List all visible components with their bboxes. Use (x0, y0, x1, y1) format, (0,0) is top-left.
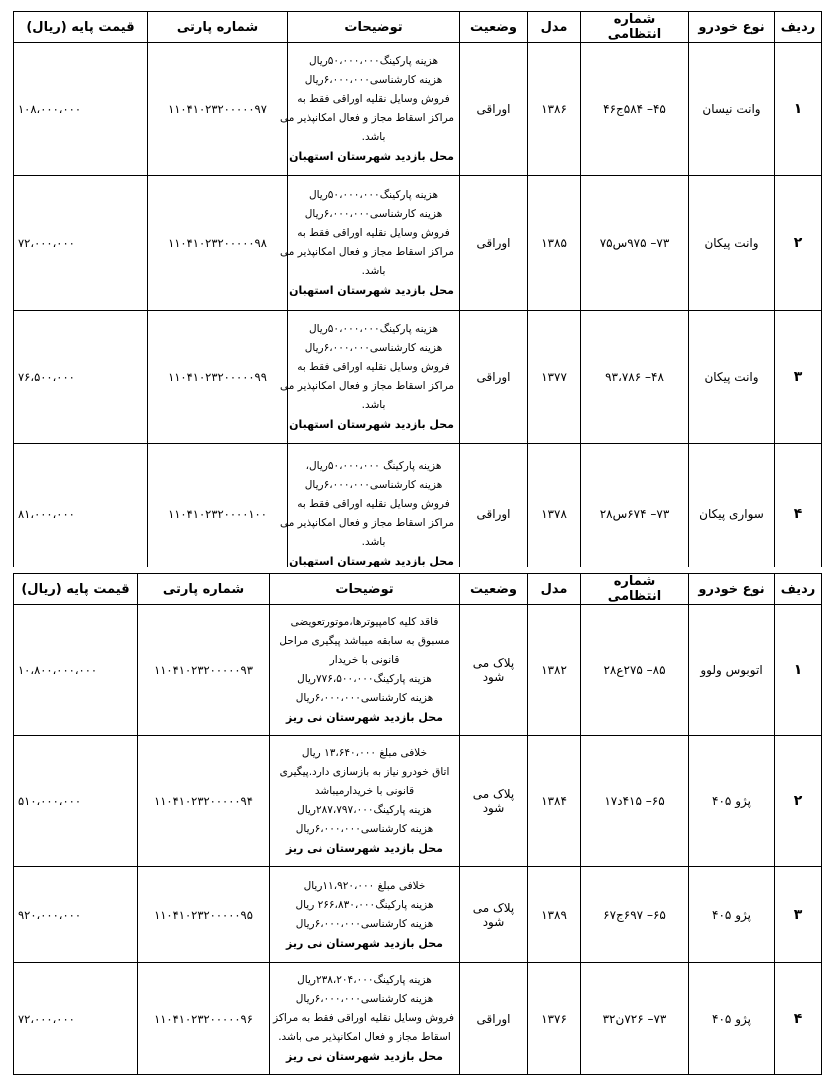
header-base-price: قیمت پایه (ریال) (14, 12, 148, 43)
header-plate: شماره انتظامی (581, 574, 689, 605)
vehicle-type: پژو ۴۰۵ (689, 736, 775, 867)
description-line: فروش وسایل نقلیه اوراقی فقط به مراکز (273, 1012, 454, 1024)
base-price (14, 311, 148, 444)
model-year: ۱۳۸۶ (528, 43, 581, 176)
description (270, 736, 460, 867)
description-line: باشد. (361, 131, 386, 143)
base-price (14, 963, 138, 1075)
description-line: قانونی با خریدارمیباشد (314, 785, 415, 797)
row-number: ۳ (775, 867, 822, 963)
vehicle-type: اتوبوس ولوو (689, 605, 775, 736)
description-line: مراکز اسقاط مجاز و فعال امکانپذیر می (280, 380, 454, 392)
visit-location: محل بازدید شهرستان استهبان (289, 150, 454, 163)
model-year: ۱۳۷۶ (528, 963, 581, 1075)
table-row (14, 736, 822, 867)
description-line: هزینه کارشناسی۶،۰۰۰،۰۰۰ریال (304, 478, 443, 491)
description-line: هزینه پارکینگ۵۰،۰۰۰،۰۰۰ریال (308, 323, 439, 335)
description (280, 444, 460, 568)
header-model: مدل (528, 574, 581, 605)
description-line: هزینه پارکینگ۵۰،۰۰۰،۰۰۰ریال (308, 55, 439, 67)
table-row (14, 311, 822, 444)
base-price-value: ۱۰،۸۰۰،۰۰۰،۰۰۰ (18, 663, 98, 677)
description-line: هزینه کارشناسی۶،۰۰۰،۰۰۰ریال (295, 823, 434, 835)
description-line: هزینه کارشناسی۶،۰۰۰،۰۰۰ریال (304, 74, 443, 86)
description (270, 605, 460, 736)
model-year: ۱۳۷۷ (528, 311, 581, 444)
description-line: قانونی با خریدار (329, 654, 400, 666)
description-line: مراکز اسقاط مجاز و فعال امکانپذیر می (280, 112, 454, 124)
party-number (138, 867, 270, 963)
description (270, 963, 460, 1075)
table-row (14, 176, 822, 311)
visit-location: محل بازدید شهرستان نی ریز (286, 1050, 443, 1063)
description-line: فاقد کلیه کامپیوترها،موتورتعویضی (290, 616, 439, 628)
party-number (148, 176, 288, 311)
table2-header-row (14, 574, 822, 605)
status: اوراقی (460, 43, 528, 176)
header-party-number: شماره پارتی (138, 574, 270, 605)
party-number (138, 963, 270, 1075)
plate-number: ۶۵– ۶۹۷ج۶۷ (581, 867, 689, 963)
status: پلاک می شود (460, 867, 528, 963)
description (280, 176, 460, 311)
description-line: هزینه پارکینگ۲۳۸،۲۰۴،۰۰۰ریال (297, 974, 432, 986)
party-number-value: ۱۱۰۴۱۰۲۳۲۰۰۰۰۰۹۴ (154, 794, 253, 808)
description-line: خلافی مبلغ ۱۱،۹۲۰،۰۰۰ریال (303, 879, 426, 892)
vehicle-type: وانت پیکان (689, 311, 775, 444)
description-line: فروش وسایل نقلیه اوراقی فقط به (297, 227, 450, 239)
table-row (14, 444, 822, 568)
visit-location: محل بازدید شهرستان استهبان (289, 418, 454, 431)
party-number (148, 43, 288, 176)
header-model: مدل (528, 12, 581, 43)
description-line: فروش وسایل نقلیه اوراقی فقط به (297, 497, 450, 510)
table-row (14, 867, 822, 963)
plate-number: ۸۵– ۲۷۵ع۲۸ (581, 605, 689, 736)
description-line: مراکز اسقاط مجاز و فعال امکانپذیر می (280, 516, 454, 529)
vehicle-type: پژو ۴۰۵ (689, 963, 775, 1075)
header-status: وضعیت (460, 574, 528, 605)
status: اوراقی (460, 963, 528, 1075)
model-year: ۱۳۸۹ (528, 867, 581, 963)
row-number: ۱ (775, 605, 822, 736)
description-line: هزینه پارکینگ۲۸۷،۷۹۷،۰۰۰ریال (297, 804, 432, 816)
description-line: هزینه پارکینگ۷۷۶،۵۰۰،۰۰۰ریال (297, 673, 432, 685)
vehicle-type: سواری پیکان (689, 444, 775, 568)
plate-number: ۴۵– ۵۸۴ج۴۶ (581, 43, 689, 176)
party-number (148, 444, 288, 568)
header-row-number: ردیف (775, 574, 822, 605)
base-price-value: ۵۱۰،۰۰۰،۰۰۰ (18, 794, 82, 808)
visit-location: محل بازدید شهرستان استهبان (289, 554, 454, 567)
description-line: اسقاط مجاز و فعال امکانپذیر می باشد. (278, 1031, 451, 1043)
row-number: ۲ (775, 176, 822, 311)
description-line: محل بازدید شهرستان نی ریز (286, 842, 443, 855)
vehicle-type: پژو ۴۰۵ (689, 867, 775, 963)
row-number: ۴ (775, 444, 822, 568)
description (270, 867, 460, 963)
description-line: هزینه پارکینگ۵۰،۰۰۰،۰۰۰ریال (308, 189, 439, 201)
status: اوراقی (460, 311, 528, 444)
base-price-value: ۱۰۸،۰۰۰،۰۰۰ (18, 102, 82, 116)
description-line: مراکز اسقاط مجاز و فعال امکانپذیر می (280, 246, 454, 258)
description-line: هزینه کارشناسی۶،۰۰۰،۰۰۰ریال (304, 342, 443, 354)
vehicles-table-estahban (13, 11, 822, 567)
row-number: ۴ (775, 963, 822, 1075)
description-line: مسبوق به سابقه میباشد پیگیری مراحل (279, 635, 450, 647)
base-price (14, 867, 138, 963)
header-base-price: قیمت پایه (ریال) (14, 574, 138, 605)
plate-number: ۷۳– ۷۲۶ن۳۲ (581, 963, 689, 1075)
header-status: وضعیت (460, 12, 528, 43)
description-line: فروش وسایل نقلیه اوراقی فقط به (297, 93, 450, 105)
party-number (138, 605, 270, 736)
party-number-value: ۱۱۰۴۱۰۲۳۲۰۰۰۰۰۹۶ (154, 1011, 253, 1026)
description (280, 43, 460, 176)
plate-number: ۴۸– ۹۳،۷۸۶ (581, 311, 689, 444)
model-year: ۱۳۸۵ (528, 176, 581, 311)
header-vehicle-type: نوع خودرو (689, 12, 775, 43)
base-price (14, 605, 138, 736)
vehicle-type: وانت نیسان (689, 43, 775, 176)
visit-location: محل بازدید شهرستان استهبان (289, 284, 454, 297)
model-year: ۱۳۸۴ (528, 736, 581, 867)
description-line: باشد. (361, 265, 386, 277)
status: پلاک می شود (460, 605, 528, 736)
row-number: ۱ (775, 43, 822, 176)
description-line: هزینه پارکینگ۲۶۶،۸۳۰،۰۰۰ ریال (295, 898, 434, 911)
party-number-value: ۱۱۰۴۱۰۲۳۲۰۰۰۰۰۹۷ (168, 102, 267, 116)
description-line: هزینه کارشناسی۶،۰۰۰،۰۰۰ریال (295, 917, 434, 930)
plate-number: ۶۵– ۴۱۵د۱۷ (581, 736, 689, 867)
table-row (14, 963, 822, 1075)
plate-number: ۷۳– ۶۷۴س۲۸ (581, 444, 689, 568)
model-year: ۱۳۸۲ (528, 605, 581, 736)
description-line: هزینه کارشناسی۶،۰۰۰،۰۰۰ریال (304, 208, 443, 220)
visit-location: محل بازدید شهرستان نی ریز (286, 936, 443, 950)
model-year: ۱۳۷۸ (528, 444, 581, 568)
row-number: ۲ (775, 736, 822, 867)
table-row (14, 43, 822, 176)
description-line: خلافی مبلغ ۱۳،۶۴۰،۰۰۰ ریال (301, 747, 428, 759)
header-description: توضیحات (270, 574, 460, 605)
party-number-value: ۱۱۰۴۱۰۲۳۲۰۰۰۰۰۹۸ (168, 236, 267, 250)
description-line: باشد. (361, 399, 386, 411)
description (280, 311, 460, 444)
table-row (14, 605, 822, 736)
base-price (14, 43, 148, 176)
base-price (14, 444, 148, 568)
party-number (138, 736, 270, 867)
description-line: اتاق خودرو نیاز به بازسازی دارد.پیگیری (279, 766, 450, 778)
description-line: هزینه پارکینگ ۵۰،۰۰۰،۰۰۰ریال، (305, 459, 442, 472)
party-number-value: ۱۱۰۴۱۰۲۳۲۰۰۰۰۱۰۰ (168, 506, 267, 521)
base-price-value: ۷۶،۵۰۰،۰۰۰ (18, 370, 75, 384)
party-number-value: ۱۱۰۴۱۰۲۳۲۰۰۰۰۰۹۳ (154, 663, 253, 677)
status: پلاک می شود (460, 736, 528, 867)
description-line: هزینه کارشناسی۶،۰۰۰،۰۰۰ریال (295, 692, 434, 704)
header-description: توضیحات (288, 12, 460, 43)
table1-header-row (14, 12, 822, 43)
base-price-value: ۹۲۰،۰۰۰،۰۰۰ (18, 907, 82, 922)
plate-number: ۷۳– ۹۷۵س۷۵ (581, 176, 689, 311)
visit-location: محل بازدید شهرستان نی ریز (286, 711, 443, 724)
header-plate: شماره انتظامی (581, 12, 689, 43)
row-number: ۳ (775, 311, 822, 444)
base-price-value: ۸۱،۰۰۰،۰۰۰ (18, 506, 75, 521)
party-number-value: ۱۱۰۴۱۰۲۳۲۰۰۰۰۰۹۹ (168, 370, 267, 384)
base-price-value: ۷۲،۰۰۰،۰۰۰ (18, 1011, 75, 1026)
party-number-value: ۱۱۰۴۱۰۲۳۲۰۰۰۰۰۹۵ (154, 907, 253, 922)
description-line: هزینه کارشناسی۶،۰۰۰،۰۰۰ریال (295, 993, 434, 1005)
status: اوراقی (460, 444, 528, 568)
header-row-number: ردیف (775, 12, 822, 43)
vehicle-type: وانت پیکان (689, 176, 775, 311)
header-party-number: شماره پارتی (148, 12, 288, 43)
vehicles-table-neyriz (13, 573, 822, 1075)
base-price (14, 176, 148, 311)
base-price (14, 736, 138, 867)
status: اوراقی (460, 176, 528, 311)
description-line: فروش وسایل نقلیه اوراقی فقط به (297, 361, 450, 373)
description-line: باشد. (361, 535, 386, 548)
party-number (148, 311, 288, 444)
header-vehicle-type: نوع خودرو (689, 574, 775, 605)
base-price-value: ۷۲،۰۰۰،۰۰۰ (18, 236, 75, 250)
